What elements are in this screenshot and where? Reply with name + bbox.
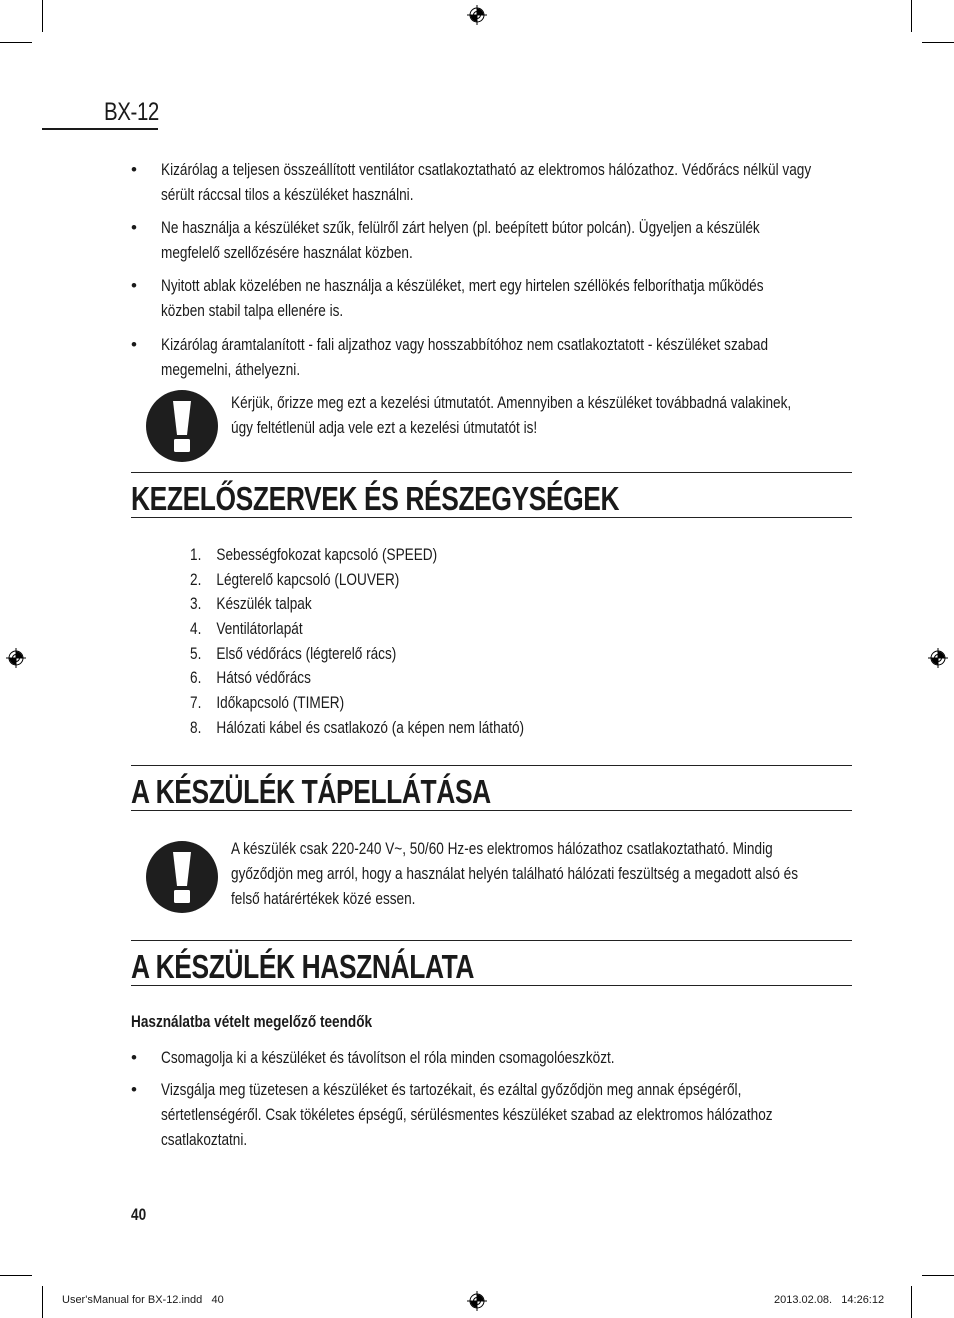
bullet-text bbox=[161, 1045, 615, 1070]
section-heading bbox=[131, 472, 852, 518]
registration-mark-icon bbox=[467, 5, 487, 25]
bullet-dot: • bbox=[131, 1048, 137, 1067]
text-line: közben stabil talpa ellenére is. bbox=[161, 301, 344, 320]
crop-mark bbox=[922, 1275, 954, 1276]
bullet-dot: • bbox=[131, 1080, 137, 1099]
item-number: 7. bbox=[190, 693, 202, 713]
bullet-dot: • bbox=[131, 160, 137, 179]
model-label: BX-12 bbox=[104, 98, 159, 126]
bullet-text bbox=[161, 332, 768, 382]
text-line: csatlakoztatni. bbox=[161, 1130, 248, 1149]
bullet-text bbox=[161, 273, 764, 323]
section-heading-text: KEZELŐSZERVEK ÉS RÉSZEGYSÉGEK bbox=[131, 480, 620, 517]
text-line: Kizárólag a teljesen összeállított ventilátor csatlakoztatható az elektromos hálózathoz. Védőrács nélkül vagy bbox=[161, 160, 812, 179]
bullet-text bbox=[161, 215, 760, 265]
crop-mark bbox=[42, 1286, 43, 1318]
crop-mark bbox=[911, 0, 912, 32]
text-line: Ne használja a készüléket szűk, felülről zárt helyen (pl. beépített bútor polcán). Ügyeljen a készülék bbox=[161, 218, 760, 237]
header-rule bbox=[42, 128, 158, 130]
item-label: Készülék talpak bbox=[216, 594, 312, 614]
item-label: Hálózati kábel és csatlakozó (a képen nem látható) bbox=[216, 717, 525, 737]
page-number: 40 bbox=[131, 1205, 147, 1224]
crop-mark bbox=[922, 42, 954, 43]
item-label: Ventilátorlapát bbox=[216, 619, 303, 639]
crop-mark bbox=[42, 0, 43, 32]
item-number: 4. bbox=[190, 619, 202, 639]
item-label: Sebességfokozat kapcsoló (SPEED) bbox=[216, 545, 438, 564]
crop-mark bbox=[0, 1275, 32, 1276]
item-label: Első védőrács (légterelő rács) bbox=[216, 643, 397, 663]
item-number: 5. bbox=[190, 643, 202, 663]
text-line: Kérjük, őrizze meg ezt a kezelési útmutatót. Amennyiben a készüléket továbbadná valakinek, bbox=[231, 393, 792, 412]
slug-datetime: 2013.02.08. 14:26:12 bbox=[774, 1294, 885, 1306]
text-line: A készülék csak 220-240 V~, 50/60 Hz-es elektromos hálózathoz csatlakoztatható. Mindig bbox=[231, 839, 773, 858]
section-heading-text: A KÉSZÜLÉK HASZNÁLATA bbox=[131, 948, 475, 985]
subheading: Használatba vételt megelőző teendők bbox=[131, 1012, 373, 1031]
section-heading bbox=[131, 765, 852, 811]
text-line: Nyitott ablak közelében ne használja a készüléket, mert egy hirtelen széllökés felboríthatja működés bbox=[161, 276, 764, 295]
warning-exclamation-icon bbox=[145, 840, 219, 914]
item-number: 2. bbox=[190, 569, 202, 589]
text-line: megfelelő szellőzésére használat közben. bbox=[161, 243, 413, 262]
section-heading-text: A KÉSZÜLÉK TÁPELLÁTÁSA bbox=[131, 773, 491, 810]
warning-text bbox=[231, 836, 798, 911]
text-line: megemelni, áthelyezni. bbox=[161, 360, 301, 379]
warning-text bbox=[231, 390, 791, 440]
text-line: Csomagolja ki a készüléket és távolítson el róla minden csomagolóeszközt. bbox=[161, 1048, 615, 1067]
item-number: 3. bbox=[190, 594, 202, 614]
text-line: Vizsgálja meg tüzetesen a készüléket és tartozékait, és ezáltal győződjön meg annak épségéről, bbox=[161, 1080, 742, 1099]
slug-filename: User'sManual for BX-12.indd 40 bbox=[62, 1294, 224, 1306]
text-line: felső határértékek közé essen. bbox=[231, 889, 416, 908]
bullet-text bbox=[161, 1077, 773, 1152]
text-line: úgy feltétlenül adja vele ezt a kezelési útmutatót is! bbox=[231, 418, 538, 437]
item-number: 8. bbox=[190, 717, 202, 737]
item-label: Időkapcsoló (TIMER) bbox=[216, 693, 345, 713]
registration-mark-icon bbox=[467, 1291, 487, 1311]
warning-exclamation-icon bbox=[145, 389, 219, 463]
registration-mark-icon bbox=[6, 648, 26, 668]
item-label: Hátsó védőrács bbox=[216, 668, 311, 688]
text-line: sértetlenségéről. Csak tökéletes épségű, sérülésmentes készüléket szabad az elektromos hálózathoz bbox=[161, 1105, 773, 1124]
text-line: győződjön meg arról, hogy a használat helyén található hálózati feszültség a megadott alsó és bbox=[231, 864, 799, 883]
bullet-dot: • bbox=[131, 276, 137, 295]
text-line: Kizárólag áramtalanított - fali aljzathoz vagy hosszabbítóhoz nem csatlakoztatott - készüléket szabad bbox=[161, 335, 769, 354]
bullet-text bbox=[161, 157, 811, 207]
item-number: 1. bbox=[190, 545, 202, 564]
section-heading bbox=[131, 940, 852, 986]
item-number: 6. bbox=[190, 668, 202, 688]
bullet-dot: • bbox=[131, 335, 137, 354]
crop-mark bbox=[0, 42, 32, 43]
bullet-dot: • bbox=[131, 218, 137, 237]
crop-mark bbox=[911, 1286, 912, 1318]
item-label: Légterelő kapcsoló (LOUVER) bbox=[216, 569, 400, 589]
registration-mark-icon bbox=[928, 648, 948, 668]
text-line: sérült ráccsal tilos a készüléket használni. bbox=[161, 185, 414, 204]
